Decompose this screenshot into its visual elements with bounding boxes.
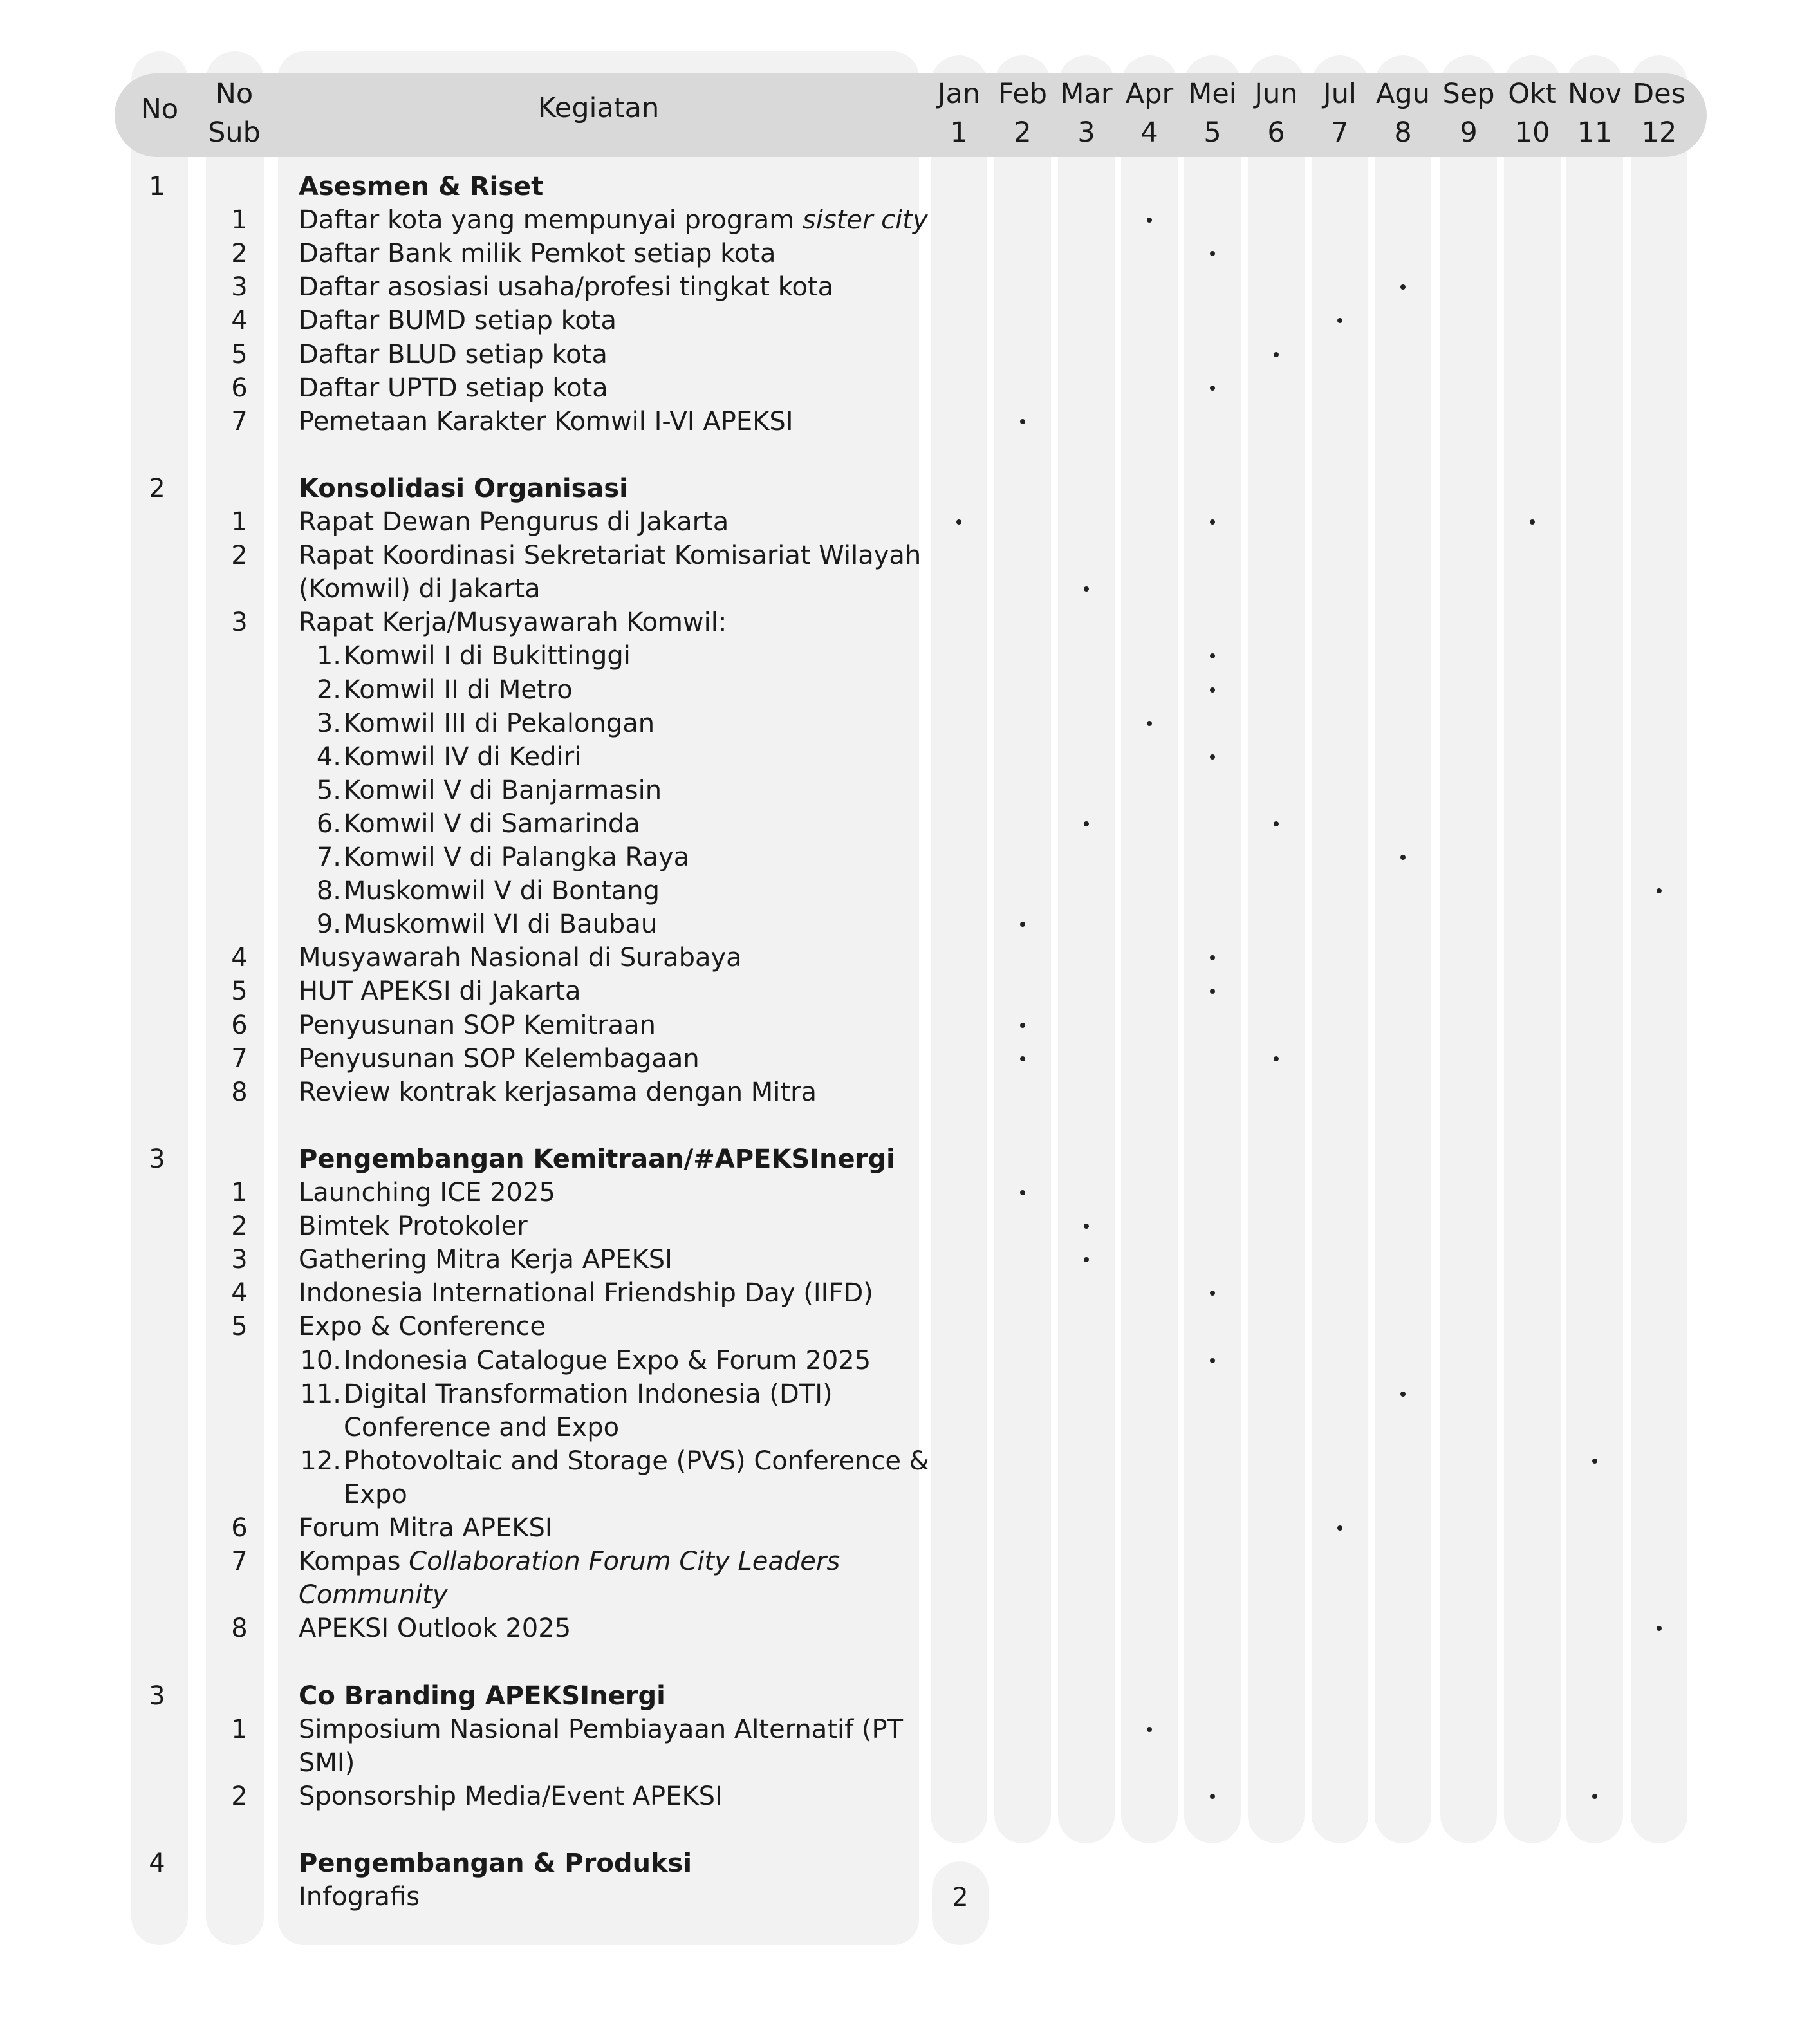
- row-sub-no: 4: [231, 306, 248, 336]
- activity-label: Pemetaan Karakter Komwil I-VI APEKSI: [299, 406, 794, 436]
- activity-text: [299, 1310, 546, 1343]
- section-title: Konsolidasi Organisasi: [299, 473, 628, 503]
- list-enum: 5.: [316, 775, 341, 805]
- list-enum: 4.: [316, 741, 341, 772]
- list-enum: 10.: [300, 1345, 341, 1375]
- month-column-7: [1312, 55, 1368, 1843]
- schedule-dot-month-10: [1530, 519, 1535, 525]
- header-month-name-10: Okt: [1508, 78, 1557, 110]
- activity-text: [299, 1176, 555, 1209]
- schedule-dot-month-11: [1592, 1794, 1597, 1799]
- row-sub-no: 2: [231, 1211, 248, 1242]
- schedule-dot-month-7: [1337, 1525, 1342, 1531]
- activity-text: [299, 1780, 723, 1813]
- activity-text: [299, 203, 928, 237]
- row-sub-no: 1: [231, 1178, 248, 1207]
- header-month-name-3: Mar: [1060, 78, 1113, 110]
- section-title: Pengembangan Kemitraan/#APEKSInergi: [299, 1144, 895, 1174]
- activity-text: [299, 572, 541, 606]
- row-sub-no: 1: [231, 1714, 248, 1744]
- activity-label: Daftar BLUD setiap kota: [299, 339, 608, 369]
- activity-label: Muskomwil V di Bontang: [344, 876, 660, 906]
- activity-text: [344, 673, 573, 707]
- month-column-9: [1440, 55, 1497, 1843]
- extra-cell-value: 2: [952, 1883, 969, 1912]
- row-no: 3: [149, 1681, 165, 1711]
- activity-text: [299, 1746, 355, 1780]
- activity-text: [299, 405, 794, 438]
- activity-text: [299, 270, 833, 304]
- activity-label: Muskomwil VI di Baubau: [344, 909, 658, 940]
- row-sub-no: 8: [231, 1077, 248, 1107]
- activity-label: Indonesia Catalogue Expo & Forum 2025: [344, 1345, 871, 1375]
- header-month-num-10: 10: [1514, 116, 1550, 149]
- activity-label: Gathering Mitra Kerja APEKSI: [299, 1245, 673, 1275]
- list-enum: 6.: [316, 808, 341, 839]
- activity-label: Launching ICE 2025: [299, 1178, 555, 1207]
- schedule-dot-month-8: [1400, 855, 1406, 860]
- header-month-name-11: Nov: [1568, 78, 1622, 110]
- activity-label: Sponsorship Media/Event APEKSI: [299, 1781, 723, 1811]
- header-month-num-11: 11: [1577, 116, 1613, 149]
- activity-label: Simposium Nasional Pembiayaan Alternatif (PT: [299, 1714, 904, 1744]
- header-month-num-9: 9: [1460, 116, 1478, 149]
- activity-text: [299, 1511, 553, 1545]
- row-sub-no: 7: [231, 1043, 248, 1074]
- activity-label: Review kontrak kerjasama dengan Mitra: [299, 1077, 817, 1107]
- row-sub-no: 3: [231, 272, 248, 303]
- activity-text: [344, 774, 662, 807]
- header-month-num-3: 3: [1077, 116, 1095, 149]
- activity-label: Daftar Bank milik Pemkot setiap kota: [299, 239, 776, 269]
- month-column-12: [1631, 55, 1687, 1843]
- row-sub-no: 7: [231, 406, 248, 436]
- activity-text: [299, 505, 729, 539]
- activity-label-italic: sister city: [802, 205, 928, 236]
- schedule-dot-month-2: [1020, 1056, 1025, 1061]
- row-sub-no: 4: [231, 1278, 248, 1309]
- activity-text-continued: Community: [299, 1580, 448, 1610]
- activity-text: [299, 304, 617, 337]
- row-sub-no: 2: [231, 1781, 248, 1811]
- activity-text: [344, 874, 660, 908]
- activity-text: [299, 237, 776, 270]
- activity-text: [344, 807, 640, 841]
- header-month-name-8: Agu: [1376, 78, 1430, 110]
- header-month-name-2: Feb: [998, 78, 1048, 110]
- list-enum: 3.: [316, 708, 341, 738]
- row-sub-no: 2: [231, 239, 248, 269]
- header-month-num-12: 12: [1641, 116, 1677, 149]
- header-month-num-5: 5: [1203, 116, 1221, 149]
- activity-label: Daftar asosiasi usaha/profesi tingkat kota: [299, 272, 834, 303]
- row-no: 1: [149, 172, 165, 201]
- month-column-2: [994, 55, 1051, 1843]
- activity-label: Daftar BUMD setiap kota: [299, 306, 617, 336]
- header-month-name-6: Jun: [1254, 78, 1298, 110]
- list-enum: 12.: [300, 1446, 341, 1476]
- schedule-dot-month-11: [1592, 1459, 1597, 1464]
- list-enum: 7.: [316, 843, 341, 872]
- header-month-name-4: Apr: [1125, 78, 1174, 110]
- activity-label: Photovoltaic and Storage (PVS) Conference &: [344, 1446, 929, 1476]
- activity-label: Kompas: [299, 1547, 409, 1577]
- activity-label: (Komwil) di Jakarta: [299, 574, 541, 604]
- activity-label: Expo & Conference: [299, 1312, 546, 1342]
- list-enum: 2.: [316, 675, 341, 705]
- header-month-num-4: 4: [1140, 116, 1158, 149]
- row-no: 2: [149, 473, 165, 503]
- activity-label: Komwil V di Banjarmasin: [344, 775, 662, 805]
- activity-text: [299, 1009, 656, 1042]
- activity-text: [344, 1377, 833, 1411]
- activity-label: HUT APEKSI di Jakarta: [299, 976, 581, 1007]
- header-month-name-7: Jul: [1323, 78, 1357, 110]
- schedule-dot-month-5: [1210, 386, 1215, 391]
- schedule-dot-month-3: [1084, 821, 1089, 826]
- schedule-dot-month-4: [1147, 1727, 1152, 1732]
- schedule-dot-month-5: [1210, 1358, 1215, 1363]
- month-column-8: [1375, 55, 1431, 1843]
- row-sub-no: 7: [231, 1547, 248, 1577]
- activity-text: [344, 908, 657, 941]
- section-title: Co Branding APEKSInergi: [299, 1681, 665, 1711]
- schedule-dot-month-5: [1210, 519, 1215, 525]
- activity-label: Digital Transformation Indonesia (DTI): [344, 1379, 833, 1409]
- activity-text: [299, 1042, 700, 1076]
- row-sub-no: 1: [231, 205, 248, 236]
- activity-label: Komwil V di Samarinda: [344, 808, 640, 839]
- activity-label: Komwil II di Metro: [344, 675, 573, 705]
- section-title: Pengembangan & Produksi: [299, 1849, 692, 1878]
- header-month-name-1: Jan: [937, 78, 981, 110]
- header-month-name-5: Mei: [1188, 78, 1237, 110]
- schedule-dot-month-2: [1020, 1190, 1025, 1195]
- activity-label: Penyusunan SOP Kelembagaan: [299, 1043, 700, 1074]
- activity-text: [299, 371, 608, 405]
- activity-text: [299, 606, 727, 639]
- activity-label: Rapat Kerja/Musyawarah Komwil:: [299, 608, 727, 638]
- month-column-1: [931, 55, 987, 1843]
- row-sub-no: 6: [231, 1010, 248, 1040]
- activity-label: Indonesia International Friendship Day (IIFD): [299, 1278, 873, 1309]
- row-sub-no: 6: [231, 1513, 248, 1543]
- list-enum: 11.: [300, 1379, 341, 1409]
- activity-text: [344, 1344, 871, 1377]
- header-no-sub-1: No: [215, 78, 254, 110]
- month-column-5: [1184, 55, 1241, 1843]
- activity-text-continued: Expo: [344, 1479, 407, 1509]
- activity-label: SMI): [299, 1747, 355, 1778]
- activity-text: [299, 1880, 420, 1914]
- month-column-6: [1248, 55, 1305, 1843]
- schedule-dot-month-1: [956, 519, 961, 525]
- schedule-dot-month-6: [1274, 352, 1279, 357]
- row-sub-no: 1: [231, 507, 248, 537]
- row-no: 4: [149, 1849, 165, 1878]
- activity-label: Infografis: [299, 1882, 420, 1912]
- activity-text: [299, 1713, 903, 1746]
- schedule-dot-month-6: [1274, 1056, 1279, 1061]
- schedule-dot-month-4: [1147, 721, 1152, 726]
- schedule-dot-month-6: [1274, 821, 1279, 826]
- activity-label-italic: Collaboration Forum City Leaders: [409, 1547, 840, 1577]
- header-month-num-7: 7: [1331, 116, 1349, 149]
- row-sub-no: 6: [231, 373, 248, 403]
- header-month-num-2: 2: [1014, 116, 1032, 149]
- row-sub-no: 5: [231, 976, 248, 1007]
- no-column: [131, 51, 188, 1945]
- schedule-dot-month-5: [1210, 1794, 1215, 1799]
- activity-label: Daftar kota yang mempunyai program: [299, 205, 803, 236]
- list-enum: 9.: [316, 909, 341, 940]
- row-sub-no: 2: [231, 541, 248, 571]
- activity-text: [299, 338, 608, 371]
- section-title: Asesmen & Riset: [299, 172, 544, 201]
- activity-label: Rapat Koordinasi Sekretariat Komisariat Wilayah: [299, 541, 922, 571]
- header-no-sub-2: Sub: [208, 116, 261, 149]
- activity-label: APEKSI Outlook 2025: [299, 1614, 571, 1644]
- activity-text: [344, 639, 631, 673]
- schedule-dot-month-8: [1400, 1392, 1406, 1397]
- row-sub-no: 5: [231, 339, 248, 369]
- schedule-dot-month-2: [1020, 419, 1025, 424]
- header-month-num-1: 1: [950, 116, 968, 149]
- activity-text: [344, 740, 581, 774]
- month-column-10: [1504, 55, 1561, 1843]
- activity-text: [299, 1209, 528, 1243]
- schedule-dot-month-5: [1210, 687, 1215, 693]
- activity-label: Daftar UPTD setiap kota: [299, 373, 608, 403]
- schedule-dot-month-5: [1210, 754, 1215, 760]
- row-sub-no: 3: [231, 608, 248, 638]
- row-sub-no: 4: [231, 943, 248, 973]
- header-kegiatan: Kegiatan: [537, 92, 660, 124]
- activity-text: [344, 841, 689, 874]
- activity-text: [299, 974, 581, 1008]
- header-month-num-8: 8: [1394, 116, 1412, 149]
- activity-text: [299, 1612, 571, 1645]
- activity-label: Komwil III di Pekalongan: [344, 708, 655, 738]
- header-month-name-12: Des: [1633, 78, 1685, 110]
- activity-label: Forum Mitra APEKSI: [299, 1513, 553, 1543]
- month-column-4: [1121, 55, 1178, 1843]
- row-sub-no: 8: [231, 1614, 248, 1644]
- activity-label: Komwil IV di Kediri: [344, 741, 582, 772]
- header-month-name-9: Sep: [1442, 78, 1495, 110]
- activity-label: Komwil V di Palangka Raya: [344, 843, 690, 872]
- activity-text-continued: Conference and Expo: [344, 1412, 620, 1442]
- activity-label: Komwil I di Bukittinggi: [344, 641, 631, 671]
- activity-text: [299, 1276, 873, 1310]
- activity-text: [344, 1444, 929, 1478]
- list-enum: 8.: [316, 876, 341, 906]
- month-column-11: [1566, 55, 1623, 1843]
- activity-text: [344, 707, 655, 740]
- activity-label: Penyusunan SOP Kemitraan: [299, 1010, 656, 1040]
- activity-text: [299, 539, 921, 572]
- activity-label: Bimtek Protokoler: [299, 1211, 528, 1242]
- header-no: No: [140, 93, 179, 126]
- schedule-dot-month-2: [1020, 1023, 1025, 1028]
- header-month-num-6: 6: [1267, 116, 1285, 149]
- list-enum: 1.: [316, 641, 341, 671]
- activity-text: [299, 941, 742, 974]
- row-sub-no: 3: [231, 1245, 248, 1275]
- month-column-3: [1058, 55, 1115, 1843]
- activity-label: Musyawarah Nasional di Surabaya: [299, 943, 742, 973]
- activity-text: [299, 1243, 673, 1276]
- row-no: 3: [149, 1144, 165, 1174]
- activity-text: [299, 1076, 817, 1109]
- activity-text: [299, 1545, 840, 1578]
- row-sub-no: 5: [231, 1312, 248, 1342]
- activity-label: Rapat Dewan Pengurus di Jakarta: [299, 507, 729, 537]
